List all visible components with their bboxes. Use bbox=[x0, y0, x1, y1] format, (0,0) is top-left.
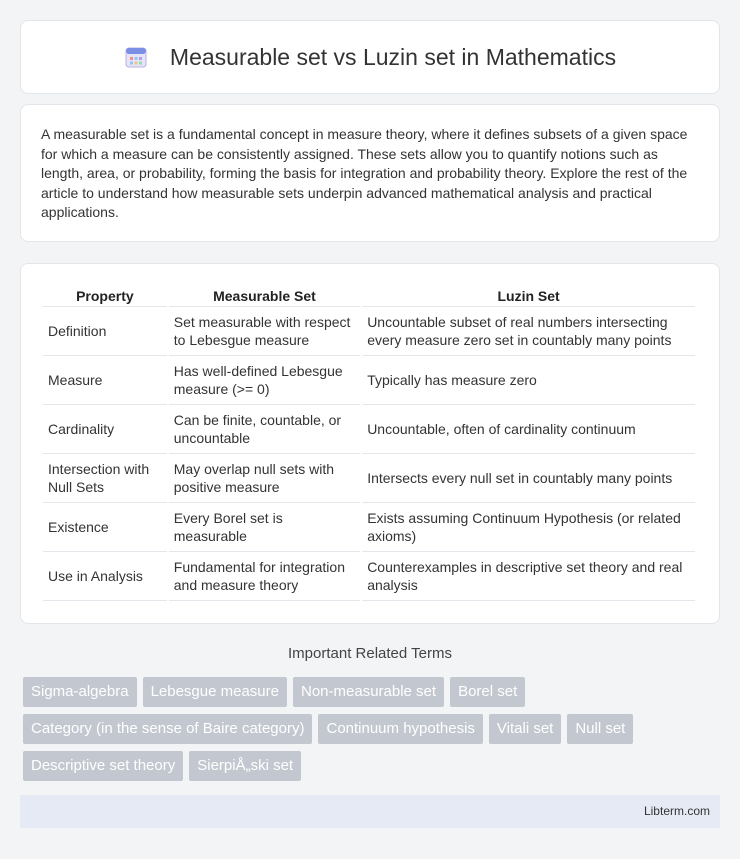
table-cell: Cardinality bbox=[43, 405, 167, 454]
table-cell: Measure bbox=[43, 356, 167, 405]
table-row bbox=[43, 356, 695, 405]
tag-continuum-hypothesis[interactable]: Continuum hypothesis bbox=[318, 714, 482, 744]
tag-vitali-set[interactable]: Vitali set bbox=[489, 714, 561, 744]
table-cell: Counterexamples in descriptive set theory and real analysis bbox=[362, 552, 695, 601]
table-cell: Uncountable, often of cardinality continuum bbox=[362, 405, 695, 454]
page-title: Measurable set vs Luzin set in Mathematics bbox=[169, 43, 617, 70]
tag-category-baire[interactable]: Category (in the sense of Baire category) bbox=[23, 714, 312, 744]
table-cell: Intersects every null set in countably many points bbox=[362, 454, 695, 503]
comparison-table bbox=[41, 286, 697, 601]
table-row bbox=[43, 405, 695, 454]
table-cell: Typically has measure zero bbox=[362, 356, 695, 405]
header-measurable-set: Measurable Set bbox=[169, 286, 360, 307]
table-cell: Exists assuming Continuum Hypothesis (or related axioms) bbox=[362, 503, 695, 552]
tag-null-set[interactable]: Null set bbox=[567, 714, 633, 744]
tag-non-measurable-set[interactable]: Non-measurable set bbox=[293, 677, 444, 707]
header-property: Property bbox=[43, 286, 167, 307]
related-terms-title: Important Related Terms bbox=[288, 645, 452, 662]
table-cell: Can be finite, countable, or uncountable bbox=[169, 405, 360, 454]
table-row bbox=[43, 454, 695, 503]
page-header bbox=[20, 20, 720, 94]
related-terms-list bbox=[23, 677, 723, 781]
intro-text: A measurable set is a fundamental concept in measure theory, where it defines subsets of a given space for which a measure can be consistently assigned. These sets allow you to quantify notions such as length, area, or probability, forming the basis for integration and probability theory. Explore the rest of the article to understand how measurable sets underpin advanced mathematical analysis and practical applications. bbox=[41, 126, 688, 221]
tag-lebesgue-measure[interactable]: Lebesgue measure bbox=[143, 677, 287, 707]
table-cell: Existence bbox=[43, 503, 167, 552]
table-cell: Fundamental for integration and measure theory bbox=[169, 552, 360, 601]
table-cell: Definition bbox=[43, 307, 167, 356]
table-cell: Set measurable with respect to Lebesgue measure bbox=[169, 307, 360, 356]
tag-borel-set[interactable]: Borel set bbox=[450, 677, 525, 707]
calendar-icon bbox=[124, 45, 148, 69]
table-cell: Every Borel set is measurable bbox=[169, 503, 360, 552]
comparison-table-card bbox=[20, 263, 720, 624]
intro-section bbox=[20, 104, 720, 242]
page-footer bbox=[20, 795, 720, 828]
tag-descriptive-set-theory[interactable]: Descriptive set theory bbox=[23, 751, 183, 781]
table-row bbox=[43, 552, 695, 601]
table-cell: Has well-defined Lebesgue measure (>= 0) bbox=[169, 356, 360, 405]
table-header-row bbox=[43, 286, 695, 307]
table-row bbox=[43, 503, 695, 552]
table-cell: Uncountable subset of real numbers intersecting every measure zero set in countably many points bbox=[362, 307, 695, 356]
header-luzin-set: Luzin Set bbox=[362, 286, 695, 307]
table-row bbox=[43, 307, 695, 356]
table-cell: Use in Analysis bbox=[43, 552, 167, 601]
tag-sierpinski-set[interactable]: SierpiÅ„ski set bbox=[189, 751, 301, 781]
footer-brand[interactable]: Libterm.com bbox=[643, 804, 710, 818]
table-cell: Intersection with Null Sets bbox=[43, 454, 167, 503]
tag-sigma-algebra[interactable]: Sigma-algebra bbox=[23, 677, 137, 707]
table-cell: May overlap null sets with positive measure bbox=[169, 454, 360, 503]
